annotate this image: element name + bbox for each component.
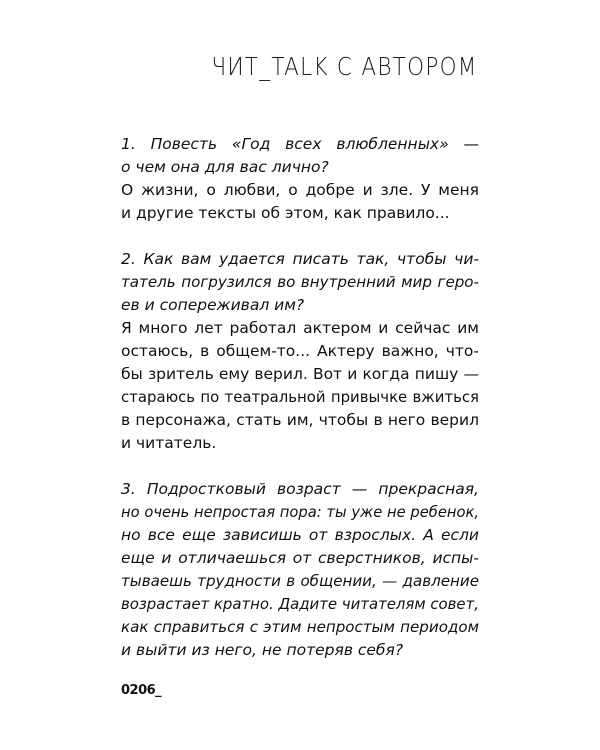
answer-line: бы зритель ему верил. Вот и когда пишу —: [121, 365, 479, 383]
question-line: 2. Как вам удается писать так, чтобы чи-: [121, 250, 479, 268]
question-line: возрастает кратно. Дадите читателям совет,: [121, 595, 479, 613]
qa-block-3: [121, 478, 479, 662]
question-line: еще и отличаешься от сверстников, испы-: [121, 549, 479, 567]
interview-content: [121, 133, 479, 662]
answer-line: и читатель.: [121, 434, 217, 452]
qa-block-2: [121, 248, 479, 455]
answer-2: [121, 317, 479, 455]
question-line: но все еще зависишь от взрослых. А если: [121, 526, 479, 544]
answer-line: остаюсь, в общем-то... Актеру важно, что-: [121, 342, 479, 360]
qa-block-1: [121, 133, 479, 225]
page-header-title: ЧИТ_TALK С АВТОРОМ: [211, 52, 478, 81]
answer-1: [121, 179, 479, 225]
question-1: [121, 133, 479, 179]
question-line: и выйти из него, не потеряв себя?: [121, 641, 404, 659]
question-line: ев и сопереживал им?: [121, 296, 305, 314]
answer-line: стараюсь по театральной привычке вжиться: [121, 388, 479, 406]
question-3: [121, 478, 479, 662]
question-line: о чем она для вас лично?: [121, 158, 329, 176]
question-line: но очень непростая пора: ты уже не ребенок,: [121, 504, 479, 521]
answer-line: и другие тексты об этом, как правило...: [121, 204, 450, 222]
question-2: [121, 248, 479, 317]
question-line: как справиться с этим непростым периодом: [121, 618, 479, 636]
question-line: тываешь трудности в общении, — давление: [121, 572, 479, 590]
question-line: татель погрузился во внутренний мир геро-: [121, 273, 479, 291]
question-line: 1. Повесть «Год всех влюбленных» —: [121, 135, 479, 153]
answer-line: О жизни, о любви, о добре и зле. У меня: [121, 181, 479, 199]
answer-line: Я много лет работал актером и сейчас им: [121, 319, 479, 337]
page-number: 0206_: [121, 683, 162, 698]
answer-line: в персонажа, стать им, чтобы в него верил: [121, 411, 479, 429]
question-line: 3. Подростковый возраст — прекрасная,: [121, 480, 479, 498]
